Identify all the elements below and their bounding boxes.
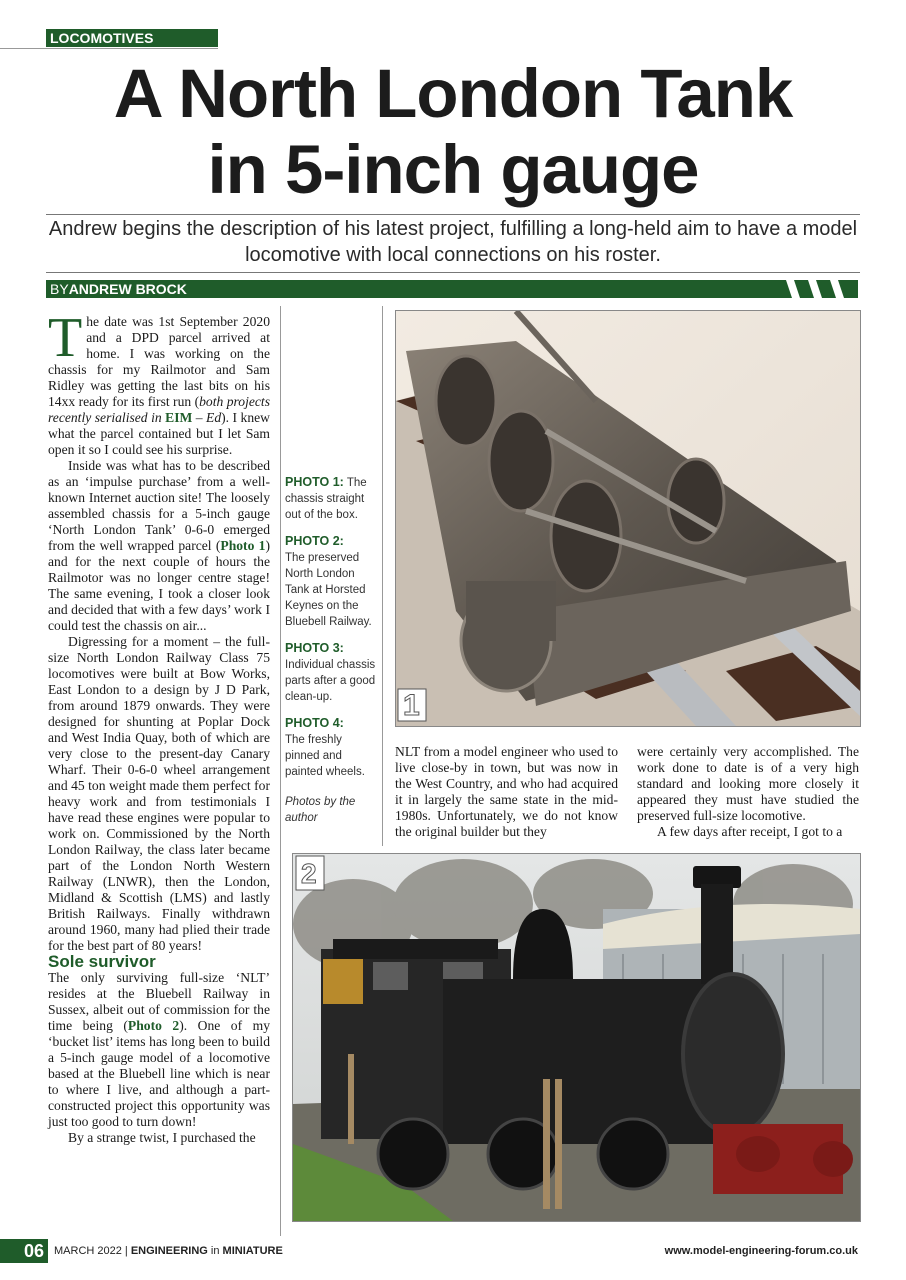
drop-cap: T — [48, 307, 83, 369]
headline-line-1: A North London Tank — [113, 55, 793, 132]
page-number: 06 — [0, 1239, 48, 1263]
paragraph: By a strange twist, I purchased the — [68, 1130, 256, 1145]
caption-label: PHOTO 2: — [285, 534, 344, 548]
caption-photo-4 — [285, 715, 377, 780]
text-italic: – Ed — [192, 410, 222, 425]
paragraph — [48, 458, 270, 634]
text-eim: EIM — [165, 410, 193, 425]
article-column-3 — [395, 744, 618, 840]
photo-captions — [285, 474, 377, 836]
column-rule — [280, 306, 281, 1236]
text: Inside was what has to be described as an ‘impulse purchase’ from a well-known Internet auction site! The loosely assembled chassis for a 5-inch gauge ‘North London Tank’ 0-6-0 emerged from the well wrapped parcel ( — [48, 458, 270, 553]
caption-text: Individual chassis parts after a good clean-up. — [285, 659, 376, 703]
column-rule — [382, 306, 383, 846]
issue-date: MARCH 2022 | — [54, 1245, 128, 1257]
divider — [46, 214, 860, 215]
caption-label: PHOTO 4: — [285, 716, 344, 730]
magazine-name: MINIATURE — [222, 1245, 283, 1257]
magazine-name: in — [210, 1245, 220, 1257]
divider — [46, 272, 860, 273]
page-title — [40, 56, 866, 208]
paragraph: A few days after receipt, I got to a — [657, 824, 843, 839]
standfirst: Andrew begins the description of his latest project, fulfilling a long-held aim to have a model locomotive with local connections on his roster. — [48, 218, 858, 266]
paragraph — [48, 307, 270, 458]
stripes-decoration — [780, 280, 858, 298]
caption-photo-1 — [285, 474, 377, 523]
headline-line-2: in 5-inch gauge — [207, 131, 699, 208]
divider — [0, 48, 218, 49]
footer-issue — [54, 1245, 283, 1257]
magazine-name: ENGINEERING — [130, 1245, 208, 1257]
section-tag: LOCOMOTIVES — [46, 29, 218, 47]
text: ). One of my ‘bucket list’ items has long been to build a 5-inch gauge model of a locomotive based at the Bluebell line which is near to where I live, and although a part-constructed project this opportunity was just too good to turn down! — [48, 1018, 270, 1129]
photo-number-2: 2 — [301, 858, 317, 889]
text: The only surviving full-size ‘NLT’ resides at the Bluebell Railway in Sussex, albeit out of commission for the time being ( — [48, 970, 270, 1033]
paragraph: NLT from a model engineer who used to live close-by in town, but was now in the West Country, and who had acquired it in largely the same state in the mid-1980s. Unfortunately, we do not know the original builder but they — [395, 744, 618, 839]
byline-stripes — [780, 280, 858, 298]
footer-url[interactable]: www.model-engineering-forum.co.uk — [664, 1245, 858, 1257]
locomotive-photo-illustration — [293, 854, 860, 1221]
caption-label: PHOTO 3: — [285, 641, 344, 655]
caption-photo-2 — [285, 533, 377, 630]
chassis-photo-illustration — [396, 311, 860, 726]
text: he date was 1st September 2020 and a DPD parcel arrived at home. I was working on the chassis for my Railmotor and Sam Ridley was getting the last bits on his 14xx ready for its first run ( — [48, 314, 270, 409]
photo-ref: Photo 2 — [127, 1018, 180, 1033]
paragraph: Digressing for a moment – the full-size North London Railway Class 75 locomotives were built at Bow Works, East London to a design by J D Park, from around 1879 onwards. They were designed for shunting at Poplar Dock and West India Quay, both of which are very close to the present-day Canary Wharf. Their 0-6-0 wheel arrangement and 45 ton weight made them perfect for heavy work and from testimonials I have read these engines were popular to work on. Commissioned by the North London Railway, the class later became part of the London North Western Railway (LNWR), then the London, Midland & Scottish (LMS) and lastly British Railways. Finally withdrawn around 1960, many had plied their trade for the best part of 80 years! — [48, 634, 270, 953]
article-column-4 — [637, 744, 859, 840]
caption-text: The preserved North London Tank at Horsted Keynes on the Bluebell Railway. — [285, 552, 372, 628]
byline-author: ANDREW BROCK — [68, 281, 187, 297]
caption-text: The chassis straight out of the box. — [285, 477, 367, 521]
subheading: Sole survivor — [48, 952, 156, 971]
text-italic: both projects recently serialised in — [48, 394, 270, 425]
photo-credit: Photos by the author — [285, 796, 356, 824]
paragraph — [48, 970, 270, 1130]
photo-number-1: 1 — [403, 689, 420, 722]
caption-text: The freshly pinned and painted wheels. — [285, 734, 365, 778]
text: ) and for the next couple of hours the Railmotor was no longer centre stage! The same evening, I took a closer look and decided that with a few days’ work I could test the chassis on air... — [48, 538, 270, 633]
paragraph: were certainly very accomplished. The work done to date is of a very high standard and looking more closely it appeared they must have studied the preserved full-size locomotive. — [637, 744, 859, 823]
byline — [46, 280, 858, 298]
article-column-1 — [48, 307, 270, 1146]
photo-2-locomotive — [292, 853, 861, 1222]
caption-label: PHOTO 1: — [285, 475, 344, 489]
text: ). I knew what the parcel contained but I let Sam open it so I could see his surprise. — [48, 410, 270, 457]
photo-1-chassis — [395, 310, 861, 727]
caption-photo-3 — [285, 640, 377, 705]
photo-ref: Photo 1 — [220, 538, 266, 553]
byline-prefix: BY — [50, 281, 69, 297]
